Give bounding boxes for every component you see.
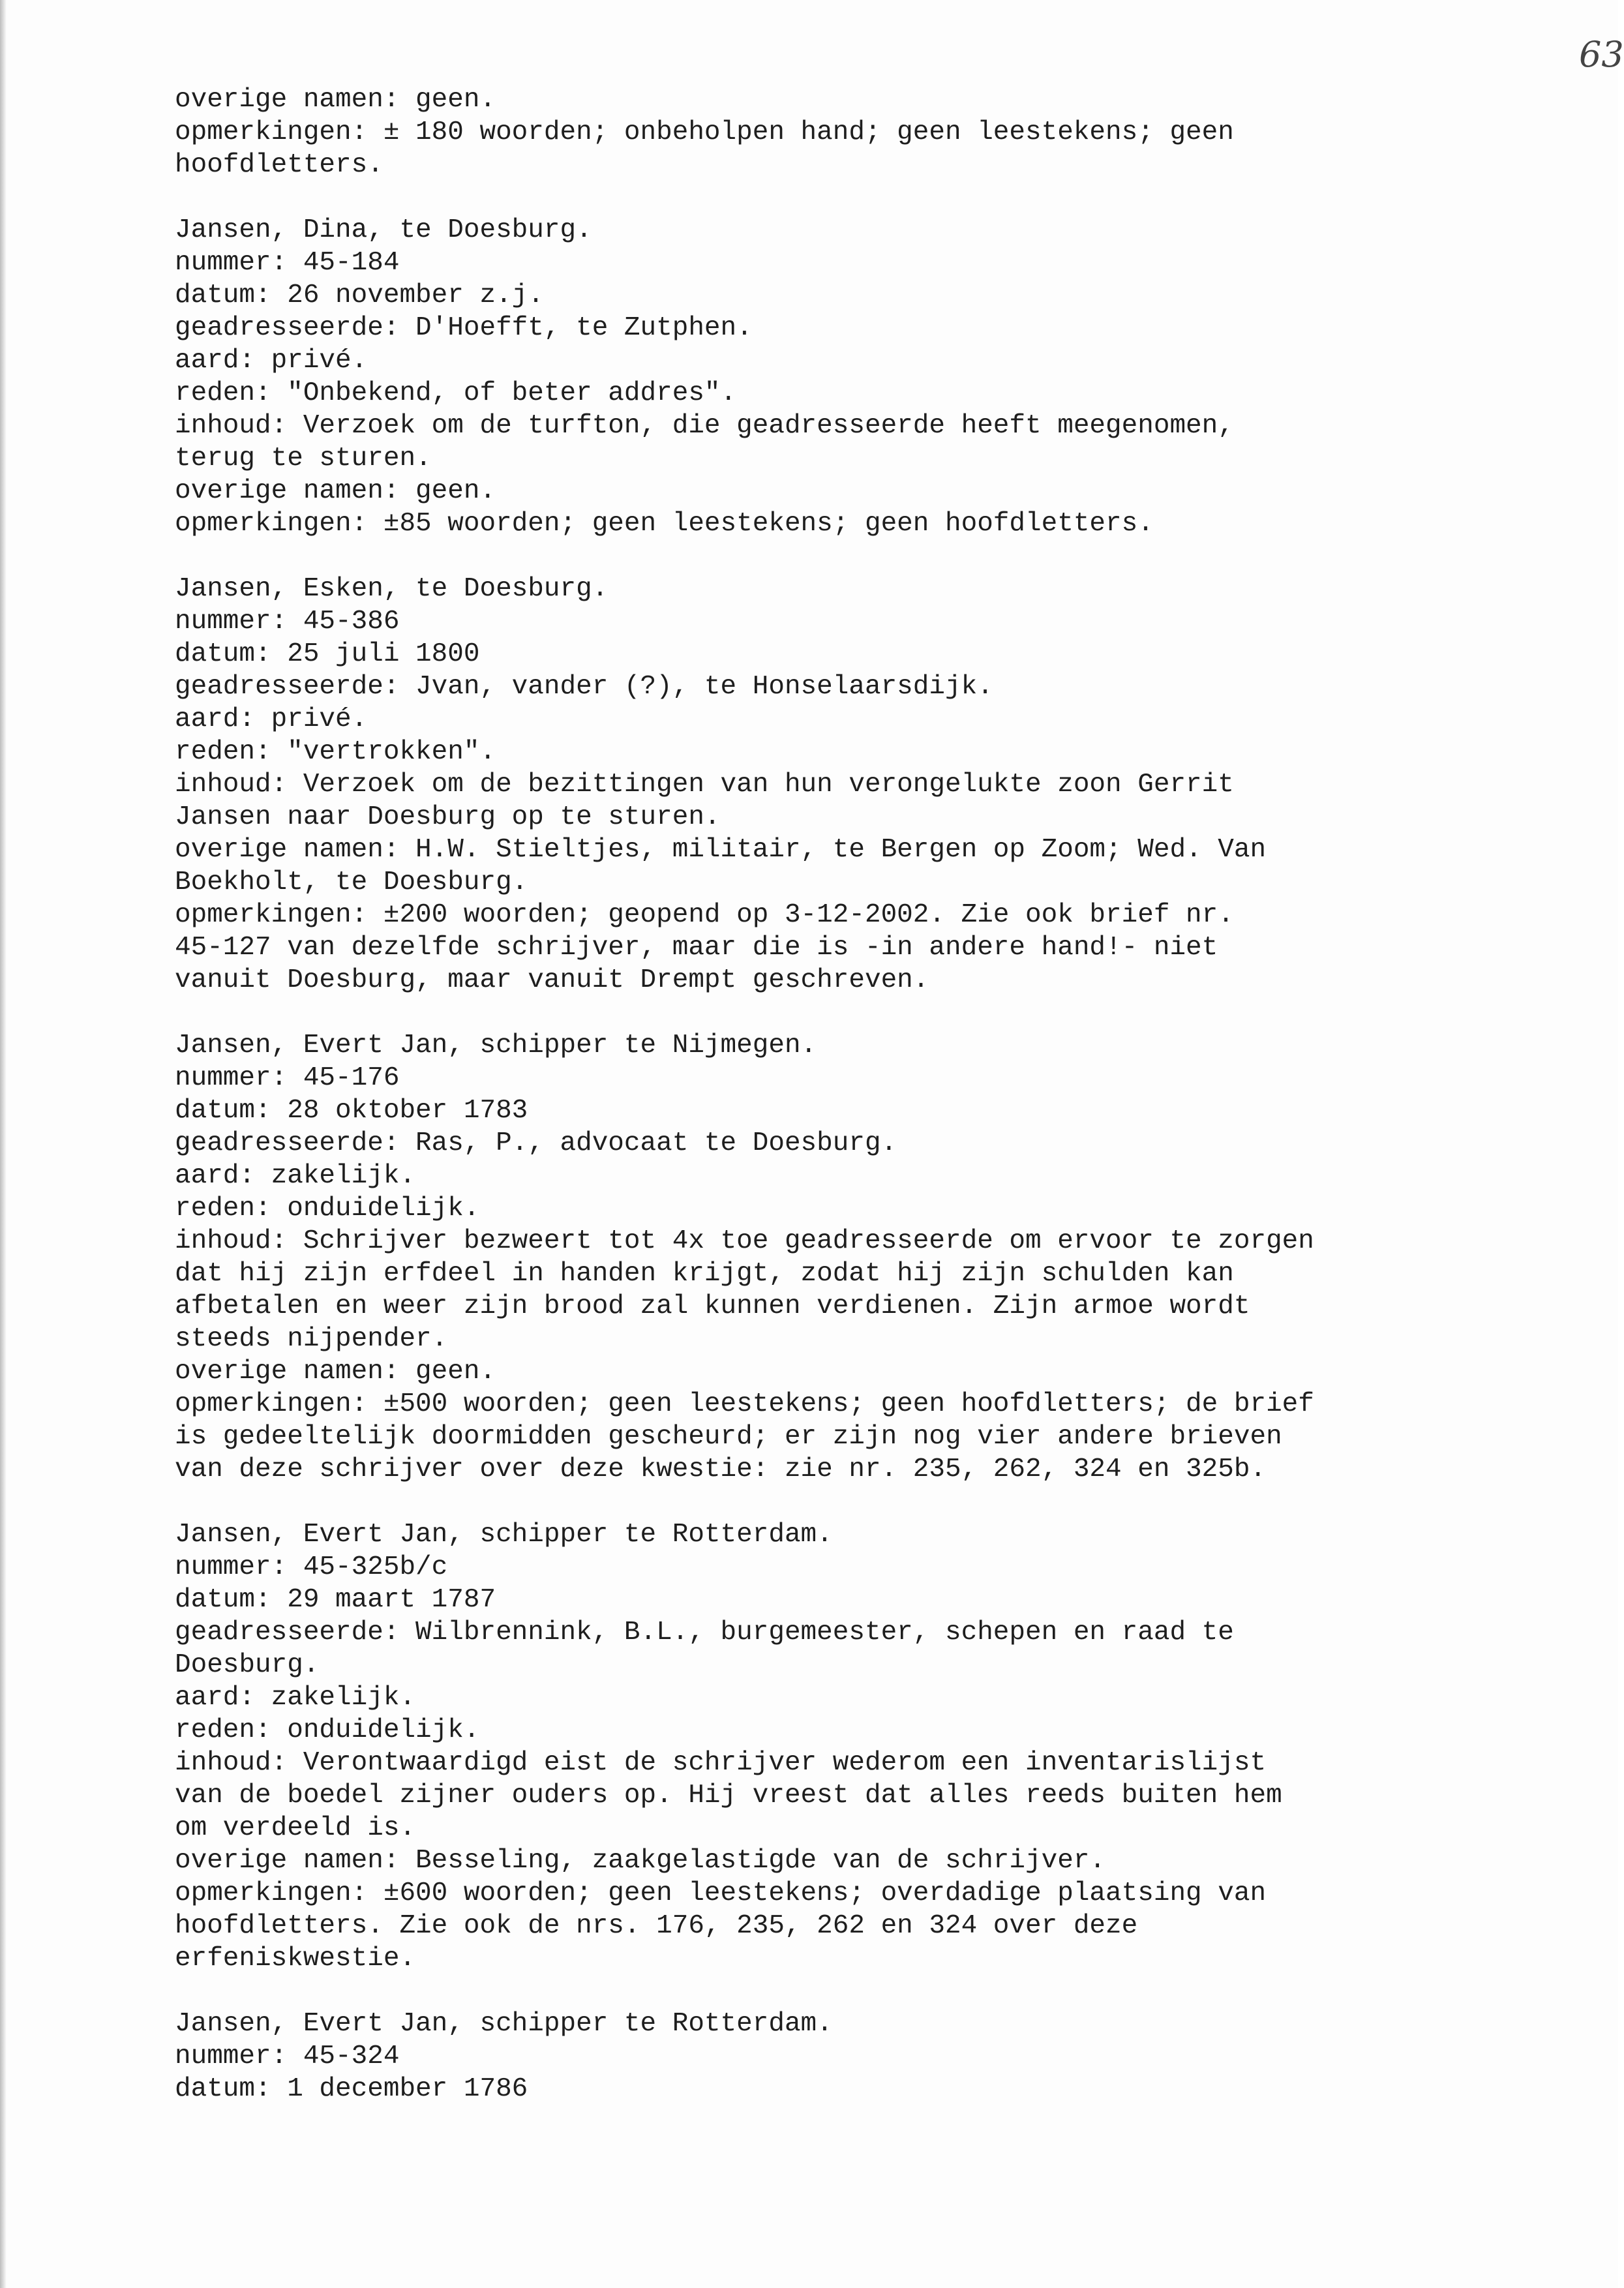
entry-line: datum: 1 december 1786: [175, 2074, 528, 2104]
entry-line: opmerkingen: ± 180 woorden; onbeholpen hand; geen leestekens; geen: [175, 117, 1234, 147]
entry-line: reden: "vertrokken".: [175, 737, 496, 767]
entry-line: dat hij zijn erfdeel in handen krijgt, zodat hij zijn schulden kan: [175, 1259, 1234, 1289]
entry-line: Jansen, Evert Jan, schipper te Rotterdam.: [175, 2009, 833, 2039]
page-number: 63: [1579, 34, 1624, 75]
entry-line: geadresseerde: Wilbrennink, B.L., burgemeester, schepen en raad te: [175, 1618, 1234, 1648]
entry-line: datum: 26 november z.j.: [175, 280, 544, 310]
entry-line: overige namen: geen.: [175, 1357, 496, 1387]
entry-line: nummer: 45-325b/c: [175, 1552, 448, 1582]
entry-line: van de boedel zijner ouders op. Hij vreest dat alles reeds buiten hem: [175, 1781, 1282, 1811]
entry-line: datum: 29 maart 1787: [175, 1585, 496, 1615]
entry-line: Jansen, Evert Jan, schipper te Nijmegen.: [175, 1031, 817, 1061]
entry-line: opmerkingen: ±200 woorden; geopend op 3-12-2002. Zie ook brief nr.: [175, 900, 1234, 930]
entry-line: geadresseerde: Jvan, vander (?), te Honselaarsdijk.: [175, 672, 993, 702]
entry-line: terug te sturen.: [175, 444, 432, 474]
entry-line: reden: onduidelijk.: [175, 1194, 480, 1224]
letter-entry: [175, 83, 1479, 181]
entry-line: reden: "Onbekend, of beter addres".: [175, 378, 737, 408]
entry-line: Jansen naar Doesburg op te sturen.: [175, 802, 721, 832]
document-body: [175, 83, 1479, 2138]
letter-entry: [175, 2008, 1479, 2105]
entry-line: steeds nijpender.: [175, 1324, 448, 1354]
entry-line: Boekholt, te Doesburg.: [175, 867, 528, 897]
entry-line: inhoud: Verzoek om de bezittingen van hun verongelukte zoon Gerrit: [175, 770, 1234, 800]
entry-line: Jansen, Evert Jan, schipper te Rotterdam.: [175, 1520, 833, 1550]
entry-line: opmerkingen: ±500 woorden; geen leestekens; geen hoofdletters; de brief: [175, 1389, 1314, 1419]
entry-line: nummer: 45-184: [175, 248, 400, 278]
entry-line: van deze schrijver over deze kwestie: zie nr. 235, 262, 324 en 325b.: [175, 1454, 1267, 1484]
entry-line: reden: onduidelijk.: [175, 1715, 480, 1745]
entry-line: nummer: 45-324: [175, 2041, 400, 2071]
letter-entry: [175, 1518, 1479, 1975]
entry-line: inhoud: Verontwaardigd eist de schrijver wederom een inventarislijst: [175, 1748, 1267, 1778]
entry-line: opmerkingen: ±85 woorden; geen leestekens; geen hoofdletters.: [175, 509, 1154, 539]
letter-entry: [175, 1029, 1479, 1486]
entry-line: 45-127 van dezelfde schrijver, maar die is -in andere hand!- niet: [175, 933, 1218, 963]
entry-line: aard: zakelijk.: [175, 1683, 416, 1713]
entry-line: datum: 28 oktober 1783: [175, 1096, 528, 1126]
entry-line: aard: privé.: [175, 346, 368, 376]
entry-line: nummer: 45-386: [175, 607, 400, 637]
entry-line: om verdeeld is.: [175, 1813, 416, 1843]
entry-line: overige namen: Besseling, zaakgelastigde van de schrijver.: [175, 1846, 1106, 1876]
entry-line: datum: 25 juli 1800: [175, 639, 480, 669]
entry-line: Jansen, Esken, te Doesburg.: [175, 574, 609, 604]
entry-line: inhoud: Schrijver bezweert tot 4x toe geadresseerde om ervoor te zorgen: [175, 1226, 1314, 1256]
entry-line: opmerkingen: ±600 woorden; geen leestekens; overdadige plaatsing van: [175, 1878, 1267, 1908]
entry-line: inhoud: Verzoek om de turfton, die geadresseerde heeft meegenomen,: [175, 411, 1234, 441]
scan-edge-shadow: [0, 0, 7, 2288]
entry-line: afbetalen en weer zijn brood zal kunnen verdienen. Zijn armoe wordt: [175, 1291, 1250, 1321]
entry-line: overige namen: geen.: [175, 476, 496, 506]
entry-line: overige namen: geen.: [175, 85, 496, 115]
letter-entry: [175, 573, 1479, 997]
entry-line: geadresseerde: Ras, P., advocaat te Doesburg.: [175, 1128, 897, 1158]
entry-line: hoofdletters.: [175, 150, 383, 180]
entry-line: Jansen, Dina, te Doesburg.: [175, 215, 592, 245]
letter-entry: [175, 214, 1479, 540]
entry-line: erfeniskwestie.: [175, 1944, 416, 1974]
entry-line: vanuit Doesburg, maar vanuit Drempt geschreven.: [175, 965, 929, 995]
entry-line: hoofdletters. Zie ook de nrs. 176, 235, 262 en 324 over deze: [175, 1911, 1138, 1941]
entry-line: is gedeeltelijk doormidden gescheurd; er zijn nog vier andere brieven: [175, 1422, 1282, 1452]
entry-line: overige namen: H.W. Stieltjes, militair, te Bergen op Zoom; Wed. Van: [175, 835, 1267, 865]
entry-line: nummer: 45-176: [175, 1063, 400, 1093]
entry-line: Doesburg.: [175, 1650, 320, 1680]
entry-line: aard: privé.: [175, 704, 368, 734]
entry-line: geadresseerde: D'Hoefft, te Zutphen.: [175, 313, 753, 343]
entry-line: aard: zakelijk.: [175, 1161, 416, 1191]
